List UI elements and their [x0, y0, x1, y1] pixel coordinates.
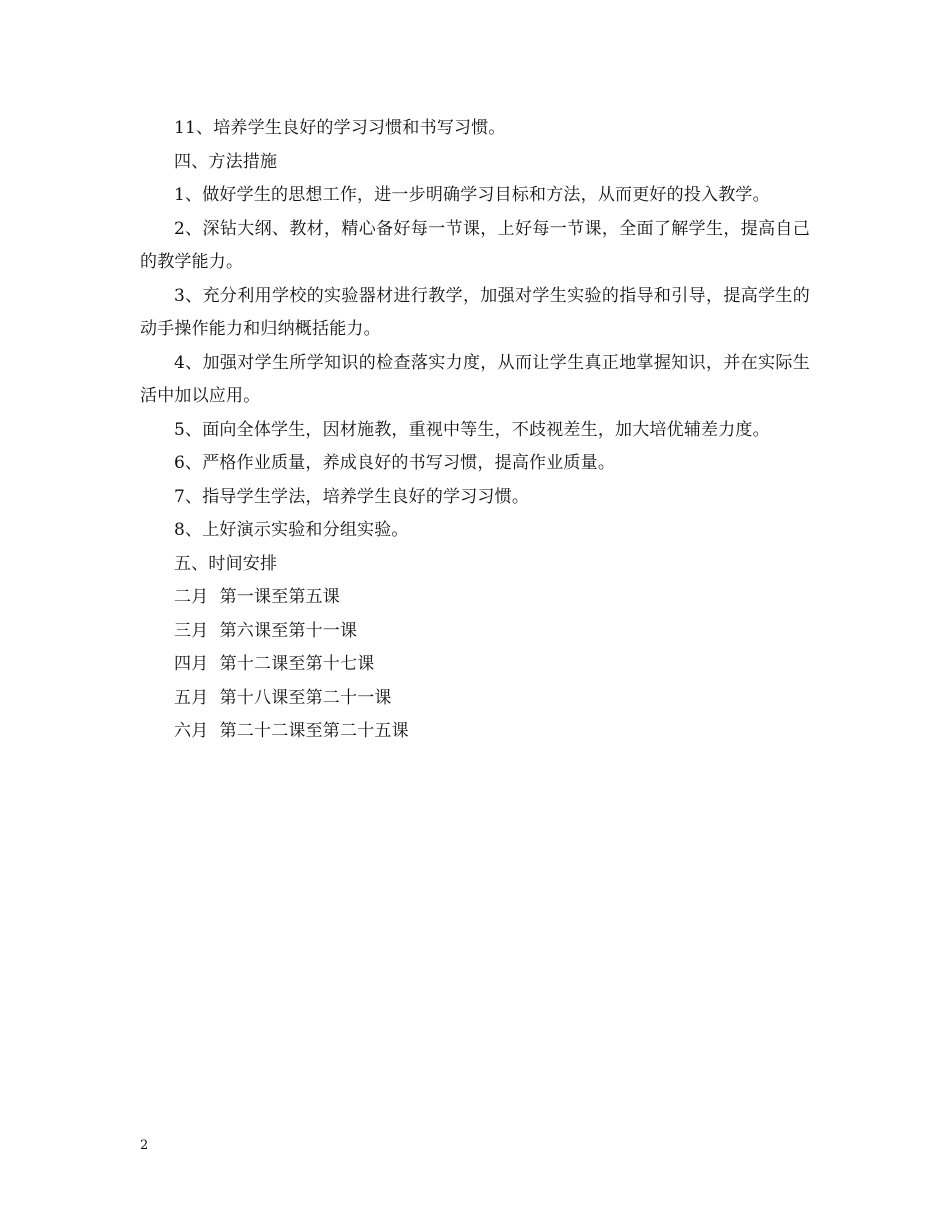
- paragraph-method-5: 5、面向全体学生，因材施教，重视中等生，不歧视差生，加大培优辅差力度。: [174, 419, 770, 440]
- paragraph-method-7: 7、指导学生学法，培养学生良好的学习习惯。: [174, 486, 530, 507]
- schedule-row-may: 五月 第十八课至第二十一课: [174, 687, 392, 708]
- paragraph-method-4: 4、加强对学生所学知识的检查落实力度，从而让学生真正地掌握知识，并在实际生活中加以应用。: [140, 352, 810, 406]
- page-number: 2: [140, 1138, 149, 1153]
- schedule-row-feb: 二月 第一课至第五课: [174, 587, 341, 607]
- schedule-row-apr: 四月 第十二课至第十七课: [174, 654, 375, 674]
- section-heading-methods: 四、方法措施: [174, 151, 278, 172]
- paragraph-method-6: 6、严格作业质量，养成良好的书写习惯，提高作业质量。: [174, 453, 616, 473]
- schedule-row-jun: 六月 第二十二课至第二十五课: [174, 721, 409, 741]
- paragraph-method-8: 8、上好演示实验和分组实验。: [174, 520, 409, 540]
- document-body: [140, 112, 810, 749]
- paragraph-method-1: 1、做好学生的思想工作，进一步明确学习目标和方法，从而更好的投入教学。: [174, 185, 770, 205]
- paragraph-goal-11: 11、培养学生良好的学习习惯和书写习惯。: [174, 118, 506, 138]
- section-heading-schedule: 五、时间安排: [174, 553, 278, 574]
- schedule-row-mar: 三月 第六课至第十一课: [174, 620, 358, 641]
- paragraph-method-3: 3、充分利用学校的实验器材进行教学，加强对学生实验的指导和引导，提高学生的动手操作能力和归纳概括能力。: [140, 285, 810, 339]
- paragraph-method-2: 2、深钻大纲、教材，精心备好每一节课，上好每一节课，全面了解学生，提高自己的教学能力。: [140, 218, 810, 272]
